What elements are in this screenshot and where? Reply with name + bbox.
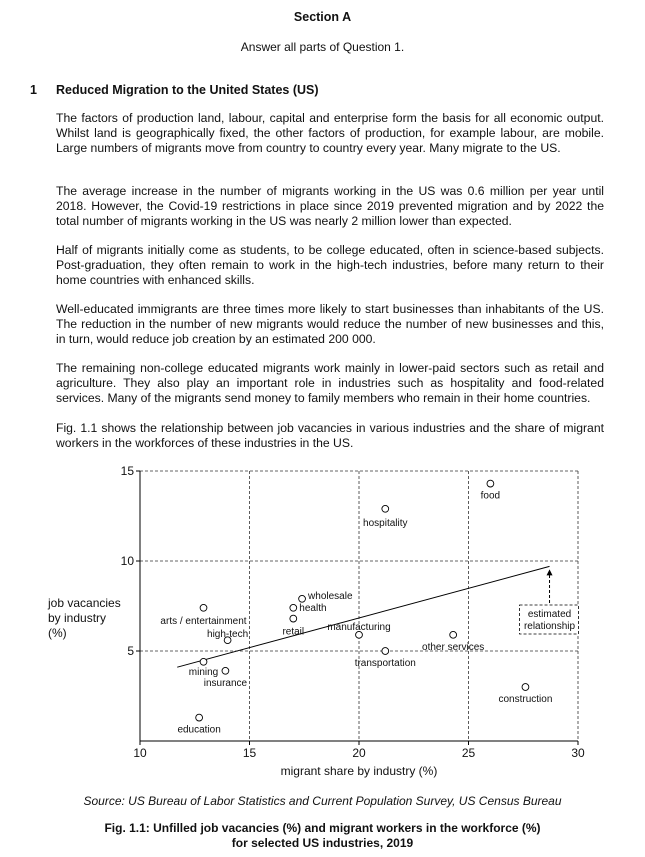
y-axis-label: (%) [48,626,67,640]
paragraph-2: The average increase in the number of migrants working in the US was 0.6 million per year until 2018. However, the Covid-19 restrictions in place since 2019 prevented migration and by 2022 the total number of migrants working in the US was nearly 2 million lower than expected. [56,184,604,228]
point-label: arts / entertainment [160,615,247,627]
point-label: hospitality [363,517,408,529]
section-title: Section A [293,10,352,24]
paragraph-6: Fig. 1.1 shows the relationship between job vacancies in various industries and the share of migrant workers in the workforces of these industries in the US. [56,421,604,450]
instruction-text: Answer all parts of Question 1. [240,40,405,54]
paragraph-4: Well-educated immigrants are three times more likely to start businesses than inhabitants of the US. The reduction in the number of new migrants would reduce the number of new businesses and this, in turn, would reduce job creation by an estimated 200 000. [56,302,604,346]
figure-caption-line-2: for selected US industries, 2019 [231,836,414,850]
x-tick-label: 15 [242,746,257,760]
question-number: 1 [30,83,37,97]
y-axis-label: by industry [48,611,107,625]
figure-caption [0,821,645,851]
data-point [450,631,457,638]
x-tick-label: 10 [133,746,147,760]
x-tick-label: 20 [352,746,366,760]
data-point [222,667,229,674]
point-label: other services [422,641,485,653]
point-label: manufacturing [327,621,391,633]
data-point [200,658,207,665]
point-label: high-tech [207,629,249,641]
data-point [290,615,297,622]
data-point [487,480,494,487]
point-label: education [177,724,221,736]
y-tick-label: 10 [120,554,134,568]
data-point [382,648,389,655]
data-point [196,714,203,721]
annotation-arrowhead [547,569,553,575]
y-tick-label: 15 [120,464,134,478]
point-label: transportation [354,658,416,669]
annotation-text: relationship [523,621,576,632]
point-label: food [480,490,501,502]
x-axis-label: migrant share by industry (%) [280,764,438,778]
x-tick-label: 30 [571,746,585,760]
figure-caption-line-1: Fig. 1.1: Unfilled job vacancies (%) and migrant workers in the workforce (%) [104,821,541,835]
paragraph-3: Half of migrants initially come as students, to be college educated, often in science-based subjects. Post-graduation, they often remain to work in the high-tech industries, before many return to their home countries with enhanced skills. [56,243,604,287]
data-point [200,604,207,611]
point-label: insurance [203,677,248,689]
point-label: wholesale [308,590,353,602]
data-point [382,505,389,512]
x-tick-label: 25 [461,746,476,760]
data-point [290,604,297,611]
data-point [299,595,306,602]
paragraph-1: The factors of production land, labour, capital and enterprise form the basis for all economic output. Whilst land is geographically fixed, the other factors of production, for example labour, are mobile. Large numbers of migrants move from country to country every year. Many migrate to the US. [56,111,604,155]
annotation-text: estimated [527,609,572,620]
scatter-chart [0,455,645,785]
question-title: Reduced Migration to the United States (US) [56,83,319,97]
y-tick-label: 5 [127,644,134,658]
y-axis-label: job vacancies [48,596,121,610]
source-note: Source: US Bureau of Labor Statistics and Current Population Survey, US Census Bureau [83,794,562,808]
point-label: health [299,602,327,614]
point-label: construction [498,694,553,705]
point-label: mining [188,666,219,678]
paragraph-5: The remaining non-college educated migrants work mainly in lower-paid sectors such as retail and agriculture. They also play an important role in industries such as hospitality and food-related services. Many of the migrants send money to family members who remain in their home countries. [56,361,604,405]
point-label: retail [282,626,305,638]
data-point [522,684,529,691]
